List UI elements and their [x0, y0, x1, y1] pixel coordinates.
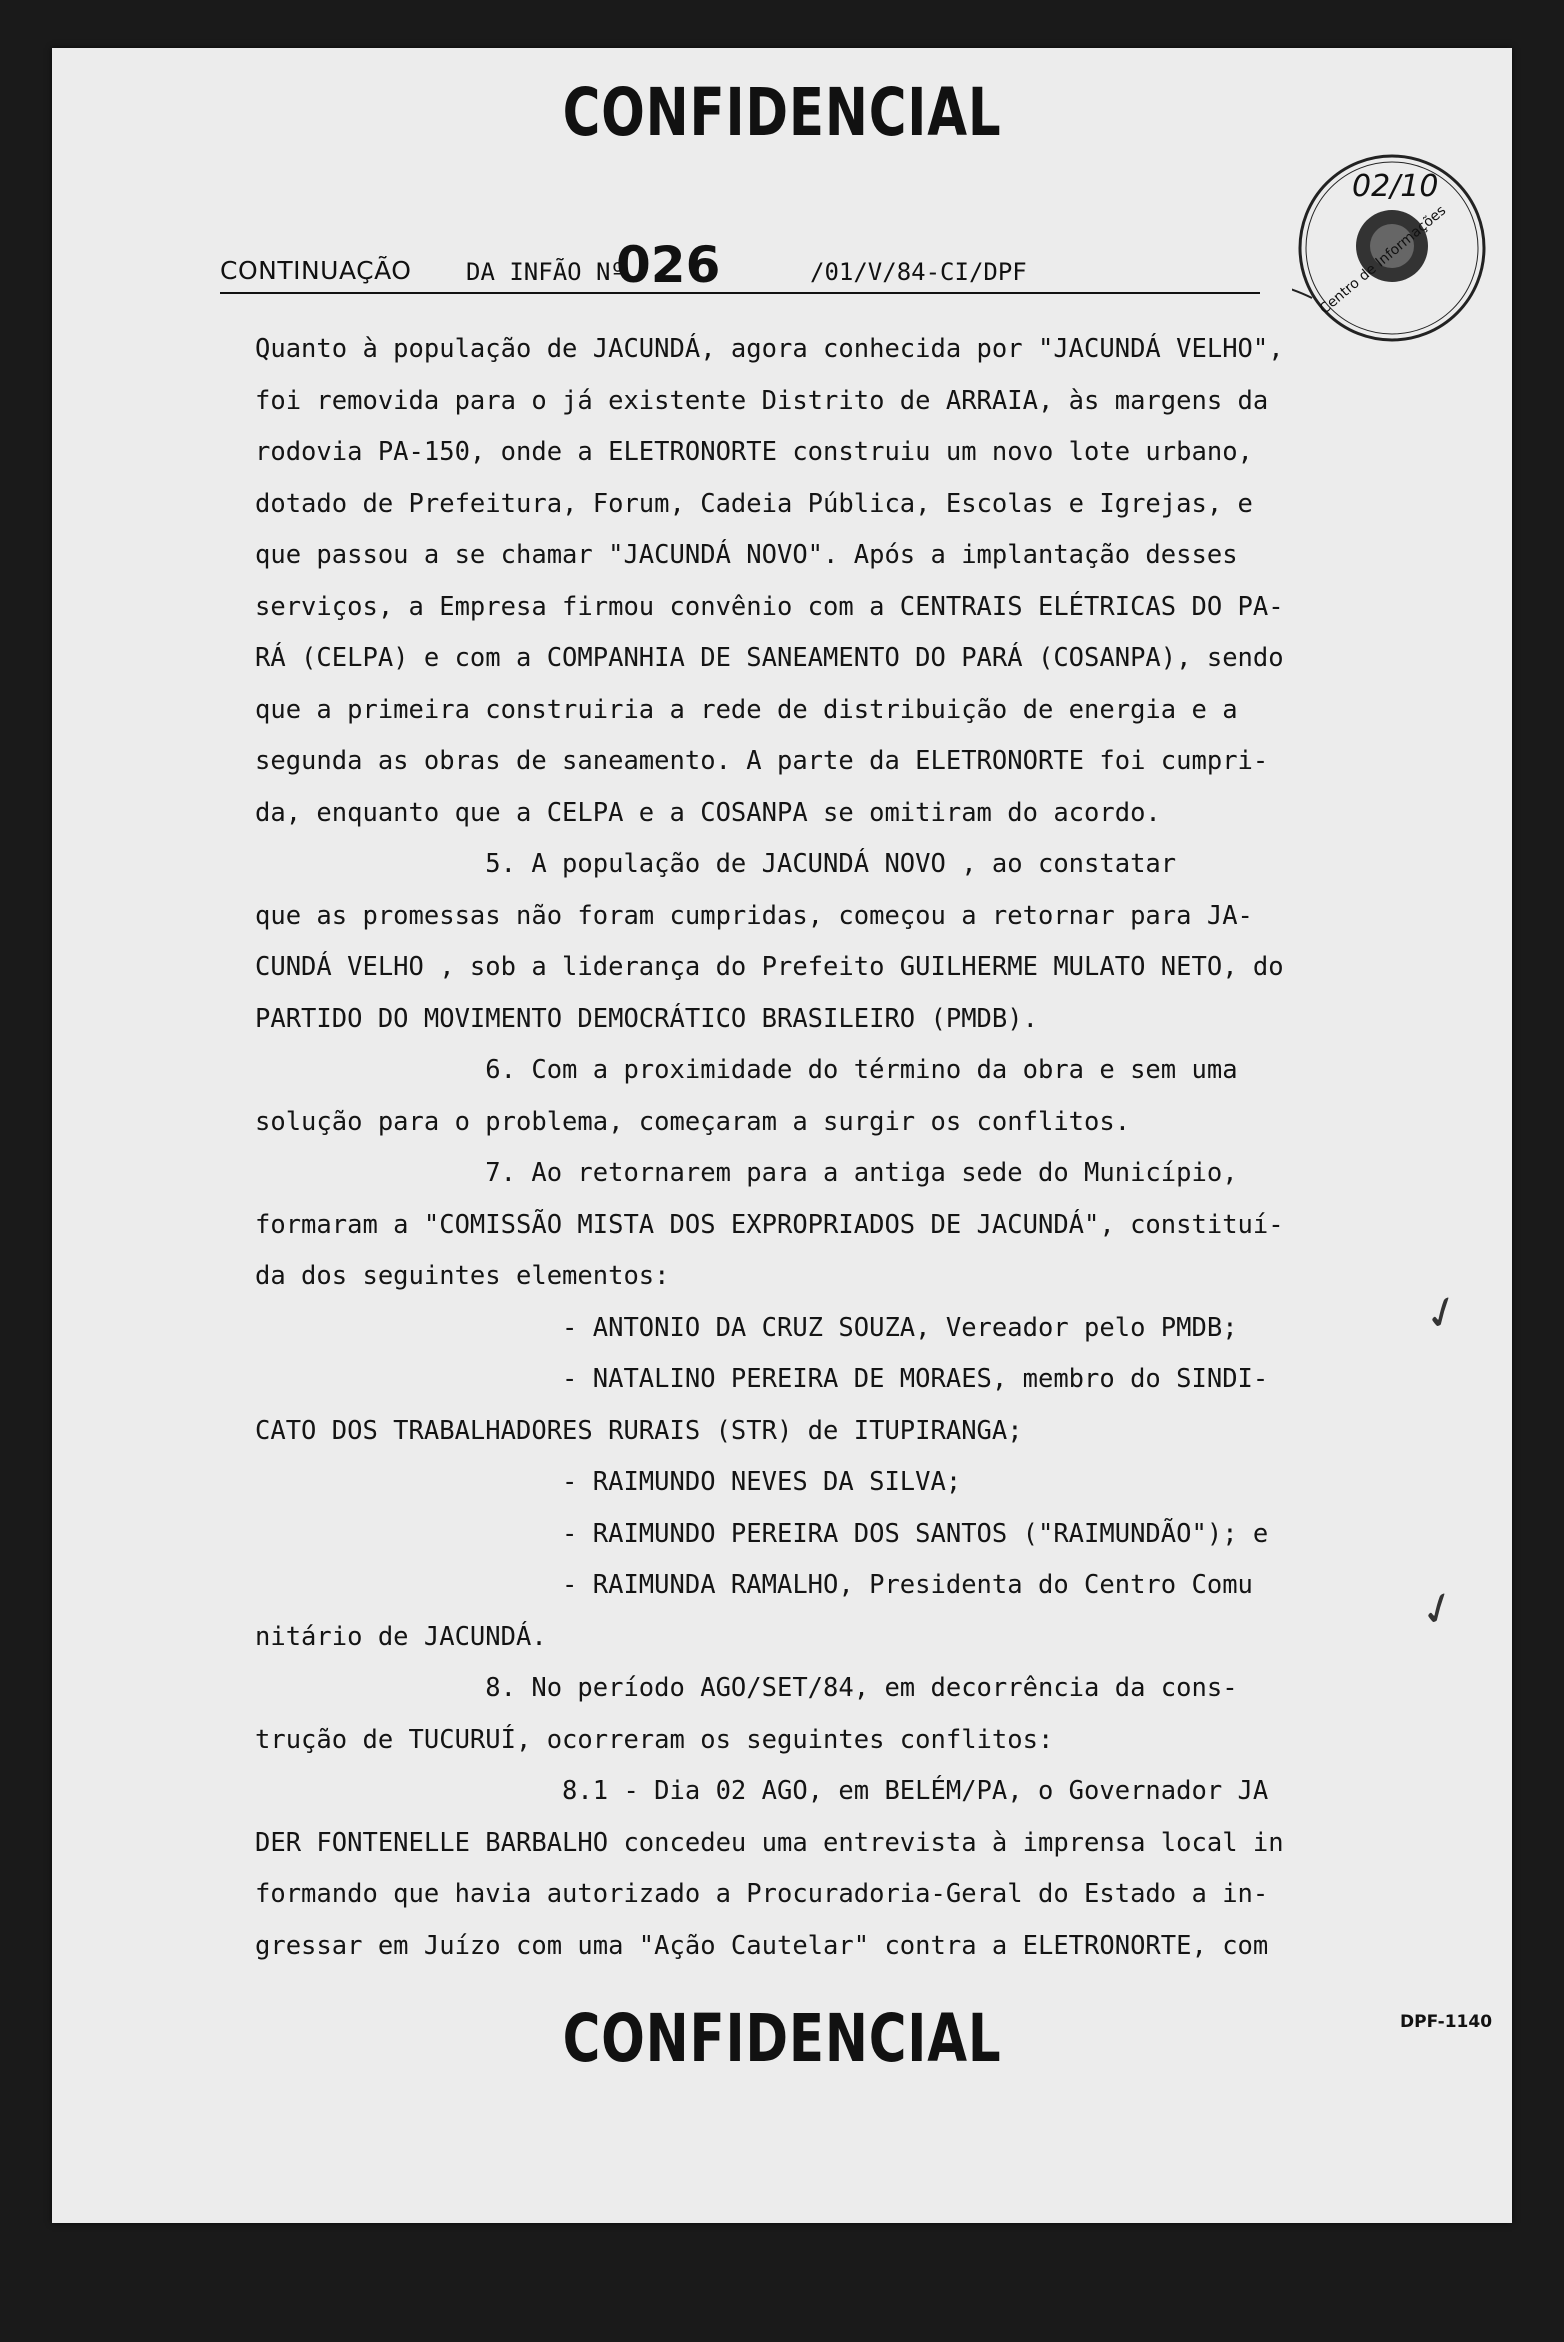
text-line: CATO DOS TRABALHADORES RURAIS (STR) de ITUPIRANGA; — [255, 1415, 1023, 1446]
text-line: 8. No período AGO/SET/84, em decorrência da cons- — [255, 1673, 1238, 1703]
text-line: 7. Ao retornarem para a antiga sede do Município, — [255, 1158, 1238, 1188]
info-number-suffix: /01/V/84-CI/DPF — [810, 258, 1027, 286]
text-line: 6. Com a proximidade do término da obra e sem uma — [255, 1055, 1238, 1085]
text-line: - NATALINO PEREIRA DE MORAES, membro do SINDI- — [255, 1364, 1269, 1394]
document-body — [255, 324, 1515, 1972]
svg-text:Centro de Informações: Centro de Informações — [1316, 202, 1450, 318]
text-line: formando que havia autorizado a Procuradoria-Geral do Estado a in- — [255, 1879, 1269, 1909]
text-line: serviços, a Empresa firmou convênio com a CENTRAIS ELÉTRICAS DO PA- — [255, 591, 1284, 622]
text-line: - RAIMUNDA RAMALHO, Presidenta do Centro Comu — [255, 1570, 1253, 1600]
classification-footer: CONFIDENCIAL — [562, 2000, 1002, 2077]
reference-underline — [220, 292, 1260, 294]
text-line: Quanto à população de JACUNDÁ, agora conhecida por "JACUNDÁ VELHO", — [255, 334, 1284, 364]
info-number: 026 — [616, 236, 721, 294]
text-line: RÁ (CELPA) e com a COMPANHIA DE SANEAMENTO DO PARÁ (COSANPA), sendo — [255, 643, 1284, 673]
document-page — [52, 48, 1512, 2223]
continuation-ref-text: DA INFÃO Nº — [466, 258, 625, 286]
text-line: PARTIDO DO MOVIMENTO DEMOCRÁTICO BRASILEIRO (PMDB). — [255, 1003, 1038, 1034]
text-line: que a primeira construiria a rede de distribuição de energia e a — [255, 694, 1238, 725]
text-line: formaram a "COMISSÃO MISTA DOS EXPROPRIADOS DE JACUNDÁ", constituí- — [255, 1209, 1284, 1240]
text-line: solução para o problema, começaram a surgir os conflitos. — [255, 1106, 1131, 1137]
continuation-reference — [220, 236, 1300, 300]
form-code: DPF-1140 — [1400, 2012, 1493, 2032]
text-line: foi removida para o já existente Distrito de ARRAIA, às margens da — [255, 385, 1269, 416]
text-line: segunda as obras de saneamento. A parte da ELETRONORTE foi cumpri- — [255, 746, 1269, 776]
text-line: dotado de Prefeitura, Forum, Cadeia Pública, Escolas e Igrejas, e — [255, 488, 1253, 519]
text-line: da, enquanto que a CELPA e a COSANPA se omitiram do acordo. — [255, 797, 1161, 828]
text-line: 5. A população de JACUNDÁ NOVO , ao constatar — [255, 849, 1177, 879]
stamp-handwritten-number: 02/10 — [1352, 169, 1439, 204]
text-line: - RAIMUNDO NEVES DA SILVA; — [255, 1467, 962, 1497]
text-line: 8.1 - Dia 02 AGO, em BELÉM/PA, o Governador JA — [255, 1776, 1269, 1806]
text-line: da dos seguintes elementos: — [255, 1261, 670, 1291]
text-line: nitário de JACUNDÁ. — [255, 1621, 547, 1652]
text-line: gressar em Juízo com uma "Ação Cautelar" contra a ELETRONORTE, com — [255, 1930, 1269, 1961]
margin-check-mark: ✓ — [1412, 1579, 1465, 1640]
text-line: - ANTONIO DA CRUZ SOUZA, Vereador pelo PMDB; — [255, 1312, 1238, 1343]
text-line: que as promessas não foram cumpridas, começou a retornar para JA- — [255, 900, 1253, 931]
continuation-label: CONTINUAÇÃO — [220, 256, 412, 285]
text-line: rodovia PA-150, onde a ELETRONORTE construiu um novo lote urbano, — [255, 437, 1253, 467]
text-line: CUNDÁ VELHO , sob a liderança do Prefeito GUILHERME MULATO NETO, do — [255, 952, 1284, 982]
text-line: DER FONTENELLE BARBALHO concedeu uma entrevista à imprensa local in — [255, 1827, 1284, 1858]
round-stamp — [1292, 148, 1492, 348]
text-line: que passou a se chamar "JACUNDÁ NOVO". Após a implantação desses — [255, 540, 1238, 570]
text-line: - RAIMUNDO PEREIRA DOS SANTOS ("RAIMUNDÃO"); e — [255, 1518, 1269, 1549]
classification-header: CONFIDENCIAL — [562, 74, 1002, 151]
text-line: trução de TUCURUÍ, ocorreram os seguintes conflitos: — [255, 1724, 1054, 1755]
margin-check-mark: ✓ — [1416, 1283, 1469, 1344]
